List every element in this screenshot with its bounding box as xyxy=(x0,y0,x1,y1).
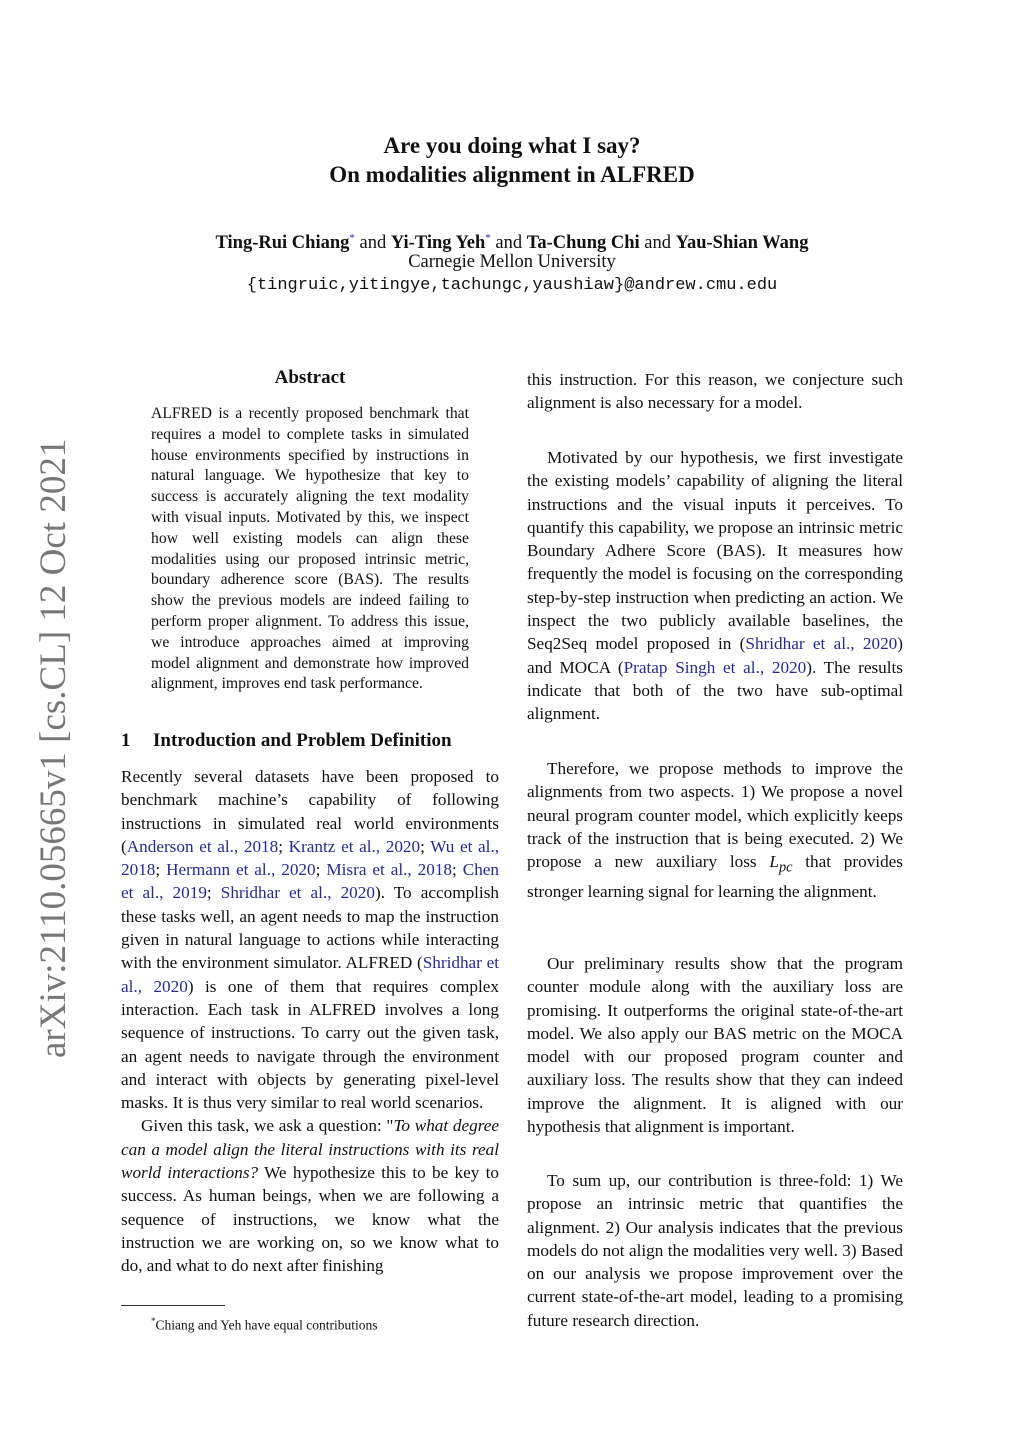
loss-symbol-base: L xyxy=(769,852,779,872)
abstract-heading: Abstract xyxy=(274,367,346,388)
footnote-rule xyxy=(121,1305,225,1306)
text-run: that provides stronger learning signal for learning the alignment. xyxy=(527,852,903,901)
author-2-mark: * xyxy=(485,232,491,244)
citation-link[interactable]: Shridhar et al., 2020 xyxy=(220,883,375,903)
loss-symbol xyxy=(769,852,793,876)
text-run: ) and MOCA ( xyxy=(527,634,903,677)
paper-title xyxy=(0,131,1024,189)
citation-link[interactable]: Hermann et al., 2020 xyxy=(166,860,316,880)
text-run: ; xyxy=(315,860,327,880)
section-number: 1 xyxy=(121,730,131,751)
title-line-1: Are you doing what I say? xyxy=(383,133,641,158)
text-run: ; xyxy=(420,836,431,856)
citation-link[interactable]: Krantz et al., 2020 xyxy=(288,836,421,856)
text-run: We hypothesize this to be key to success. As human beings, when we are following a sequence of instructions, we know what the instruction we are working on, so we know what to do, and what to do next after finishing xyxy=(121,1163,499,1276)
and-2: and xyxy=(495,233,523,254)
footnote-text: Chiang and Yeh have equal contributions xyxy=(155,1317,378,1333)
text-run: ). The results indicate that both of the two have sub-optimal alignment. xyxy=(527,657,903,724)
section-heading xyxy=(121,729,521,753)
text-run: Therefore, we propose methods to improve the alignments from two aspects. 1) We propose a novel neural program counter model, which explicitly keeps track of the instruction that is being executed. 2) We propose a new auxiliary loss xyxy=(527,759,903,872)
and-3: and xyxy=(644,233,672,254)
arxiv-identifier: arXiv:2110.05665v1 [cs.CL] 12 Oct 2021 xyxy=(33,438,74,1058)
section-title: Introduction and Problem Definition xyxy=(153,730,452,751)
author-3: Ta-Chung Chi xyxy=(526,233,640,254)
and-1: and xyxy=(359,233,387,254)
right-paragraph-4: To sum up, our contribution is three-fold: 1) We propose an intrinsic metric that quantifies the alignment. 2) Our analysis indicates that the previous models do not align the modalities very well. 3) Based on our analysis we propose improvement over the current state-of-the-art model, leading to a promising future research direction. xyxy=(527,1171,903,1330)
text-run: Recently several datasets have been proposed to benchmark machine’s capability of following instructions in simulated real world environments ( xyxy=(121,767,499,856)
author-1: Ting-Rui Chiang xyxy=(215,233,350,254)
citation-link[interactable]: Shridhar et al., 2020 xyxy=(121,953,499,996)
citation-link[interactable]: Misra et al., 2018 xyxy=(326,860,453,880)
text-run: ) is one of them that requires complex interaction. Each task in ALFRED involves a long sequence of instructions. To carry out the given task, an agent needs to navigate through the environment and interact with objects by generating pixel-level masks. It is thus very similar to real world scenarios. xyxy=(121,976,499,1113)
text-run: Given this task, we ask a question: " xyxy=(141,1116,394,1136)
text-run: ; xyxy=(278,836,289,856)
citation-link[interactable]: Pratap Singh et al., 2020 xyxy=(623,657,807,677)
right-paragraph-0: this instruction. For this reason, we conjecture such alignment is also necessary for a model. xyxy=(527,370,903,413)
author-2: Yi-Ting Yeh xyxy=(390,233,486,254)
citation-link[interactable]: Shridhar et al., 2020 xyxy=(745,634,898,654)
text-run: ; xyxy=(155,860,167,880)
intro-paragraph-2 xyxy=(121,1114,499,1277)
author-4: Yau-Shian Wang xyxy=(675,233,809,254)
text-run: ; xyxy=(206,883,221,903)
abstract-text: ALFRED is a recently proposed benchmark that requires a model to complete tasks in simulated house environments specified by instructions in natural language. We hypothesize that key to success is accurately aligning the text modality with visual inputs. Motivated by this, we inspect how well existing models can align these modalities using our proposed intrinsic metric, boundary adherence score (BAS). The results show the previous models are indeed failing to perform proper alignment. To address this issue, we introduce approaches aimed at improving model alignment and demonstrate how improved alignment, improves end task performance. xyxy=(151,405,469,693)
citation-link[interactable]: Anderson et al., 2018 xyxy=(126,836,279,856)
footnote-mark: * xyxy=(151,1316,156,1326)
title-line-2: On modalities alignment in ALFRED xyxy=(329,162,695,187)
citation-link[interactable]: Wu et al., 2018 xyxy=(121,836,500,880)
author-1-mark: * xyxy=(349,232,355,244)
right-paragraph-1 xyxy=(527,446,903,726)
author-emails[interactable]: {tingruic,yitingye,tachungc,yaushiaw}@andrew.cmu.edu xyxy=(246,276,778,295)
left-column xyxy=(121,765,499,1278)
right-paragraph-3: Our preliminary results show that the program counter module along with the auxiliary loss are promising. It outperforms the original state-of-the-art model. We also apply our BAS metric on the MOCA model with our proposed program counter and auxiliary loss. The results show that they can indeed improve the alignment. It is aligned with our hypothesis that alignment is important. xyxy=(527,954,903,1137)
text-run: Motivated by our hypothesis, we first investigate the existing models’ capability of aligning the literal instructions and the visual inputs it perceives. To quantify this capability, we propose an intrinsic metric Boundary Adhere Score (BAS). It measures how frequently the model is focusing on the corresponding step-by-step instruction when predicting an action. We inspect the two publicly available baselines, the Seq2Seq model proposed in ( xyxy=(527,448,903,654)
footnote xyxy=(151,1312,491,1335)
loss-symbol-subscript: pc xyxy=(778,859,793,876)
affiliation: Carnegie Mellon University xyxy=(408,252,616,272)
research-question: To what degree can a model align the literal instructions with its real world interactions? xyxy=(121,1116,500,1183)
text-run: ; xyxy=(452,860,463,880)
text-run: ). To accomplish these tasks well, an agent needs to map the instruction given in natural language to actions while interacting with the environment simulator. ALFRED ( xyxy=(121,883,499,973)
citation-link[interactable]: Chen et al., 2019 xyxy=(121,860,500,903)
intro-paragraph-1 xyxy=(121,765,499,1114)
right-paragraph-2 xyxy=(527,757,903,903)
